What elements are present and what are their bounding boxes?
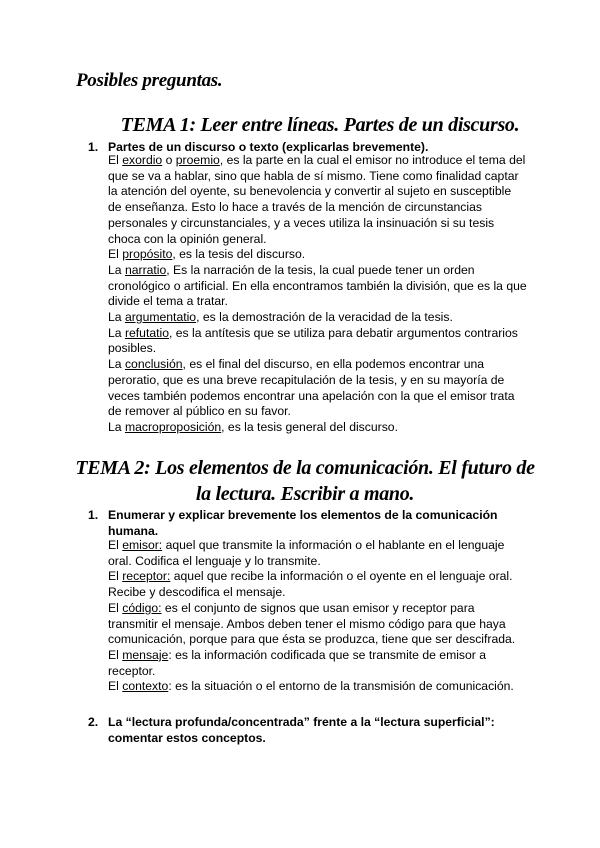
topic-2-answer — [108, 538, 528, 695]
paragraph-exordio — [108, 153, 528, 247]
text: , es el final del discurso, en ella podemos encontrar una peroratio, que es una breve recapitulación de la tesis, y en su mayoría de veces también podemos encontrar una apelación con la que el emisor trata de remover al público en su favor. — [108, 357, 515, 419]
text: La — [108, 357, 125, 372]
text: El — [108, 153, 123, 167]
paragraph-mensaje — [108, 648, 528, 679]
term-conclusion: conclusión — [124, 357, 183, 372]
paragraph-contexto — [108, 679, 528, 695]
text: La — [108, 310, 125, 325]
page-title: Posibles preguntas. — [76, 70, 223, 91]
term-proemio: proemio — [175, 153, 220, 167]
question-number: 1. — [88, 140, 99, 154]
text: : es la información codificada que se transmite de emisor a receptor. — [108, 647, 487, 678]
term-macroproposicion: macroproposición — [124, 419, 222, 434]
topic-2-question-2 — [88, 714, 528, 746]
paragraph-macroproposicion — [108, 420, 528, 436]
paragraph-receptor — [108, 569, 528, 600]
topic-2-question-1 — [88, 507, 528, 539]
text: : es la situación o el entorno de la transmisión de comunicación. — [168, 679, 514, 694]
text: La — [108, 325, 125, 340]
topic-1-answer — [108, 153, 528, 436]
text: , es la demostración de la veracidad de la tesis. — [196, 310, 453, 325]
term-argumentatio: argumentatio — [124, 310, 197, 325]
text: , es la parte en la cual el emisor no introduce el tema del que se va a hablar, sino que habla de sí mismo. Tiene como finalidad captar la atención del oyente, su benevolencia y convertir al sujeto en susceptible de enseñanza. Esto lo hace a través de la mención de circunstancias personales y circunstanciales, y a veces utiliza la insinuación si su tesis choca con la opinión general. — [108, 153, 526, 246]
text: El — [108, 679, 123, 694]
term-narratio: narratio — [124, 262, 167, 277]
question-text: Partes de un discurso o texto (explicarlas brevemente). — [108, 140, 429, 154]
text: , es la tesis general del discurso. — [221, 419, 398, 434]
paragraph-proposito — [108, 247, 528, 263]
paragraph-emisor — [108, 538, 528, 569]
question-number: 2. — [88, 715, 99, 729]
text: El — [108, 647, 123, 662]
text: La — [108, 419, 125, 434]
topic-1-title: TEMA 1: Leer entre líneas. Partes de un discurso. — [120, 114, 520, 136]
question-text: Enumerar y explicar brevemente los elementos de la comunicación humana. — [108, 508, 498, 538]
text: El — [108, 569, 123, 584]
text: El — [108, 247, 123, 262]
paragraph-codigo — [108, 601, 528, 648]
text: , es la antítesis que se utiliza para debatir argumentos contrarios posibles. — [108, 325, 518, 356]
term-refutatio: refutatio — [124, 325, 169, 340]
text: aquel que recibe la información o el oyente en el lenguaje oral. Recibe y descodifica el mensaje. — [108, 569, 513, 600]
term-exordio: exordio — [122, 153, 163, 167]
term-emisor: emisor: — [122, 538, 163, 552]
paragraph-argumentatio — [108, 310, 528, 326]
text: es el conjunto de signos que usan emisor y receptor para transmitir el mensaje. Ambos deben tener el mismo código para que haya comunicación, porque para que ésta se produzca, tiene que ser descifrada. — [108, 600, 516, 647]
text: , es la tesis del discurso. — [172, 247, 306, 262]
text: aquel que transmite la información o el hablante en el lenguaje oral. Codifica el lenguaje y lo transmite. — [108, 538, 505, 568]
term-contexto: contexto — [122, 679, 169, 694]
term-proposito: propósito — [122, 247, 173, 262]
term-receptor: receptor: — [122, 569, 171, 584]
paragraph-conclusion — [108, 357, 528, 420]
text: El — [108, 600, 123, 615]
text: La — [108, 262, 125, 277]
topic-2-title: TEMA 2: Los elementos de la comunicación. El futuro de la lectura. Escribir a mano. — [75, 457, 535, 505]
text: , Es la narración de la tesis, la cual puede tener un orden cronológico o artificial. En ella encontramos también la división, que es la que divide el tema a tratar. — [108, 262, 527, 309]
question-text: La “lectura profunda/concentrada” frente a la “lectura superficial”: comentar estos conceptos. — [108, 715, 495, 745]
paragraph-narratio — [108, 263, 528, 310]
text: El — [108, 538, 123, 552]
paragraph-refutatio — [108, 326, 528, 357]
text: o — [162, 153, 176, 167]
question-number: 1. — [88, 508, 99, 522]
term-codigo: código: — [122, 600, 162, 615]
term-mensaje: mensaje — [122, 647, 169, 662]
